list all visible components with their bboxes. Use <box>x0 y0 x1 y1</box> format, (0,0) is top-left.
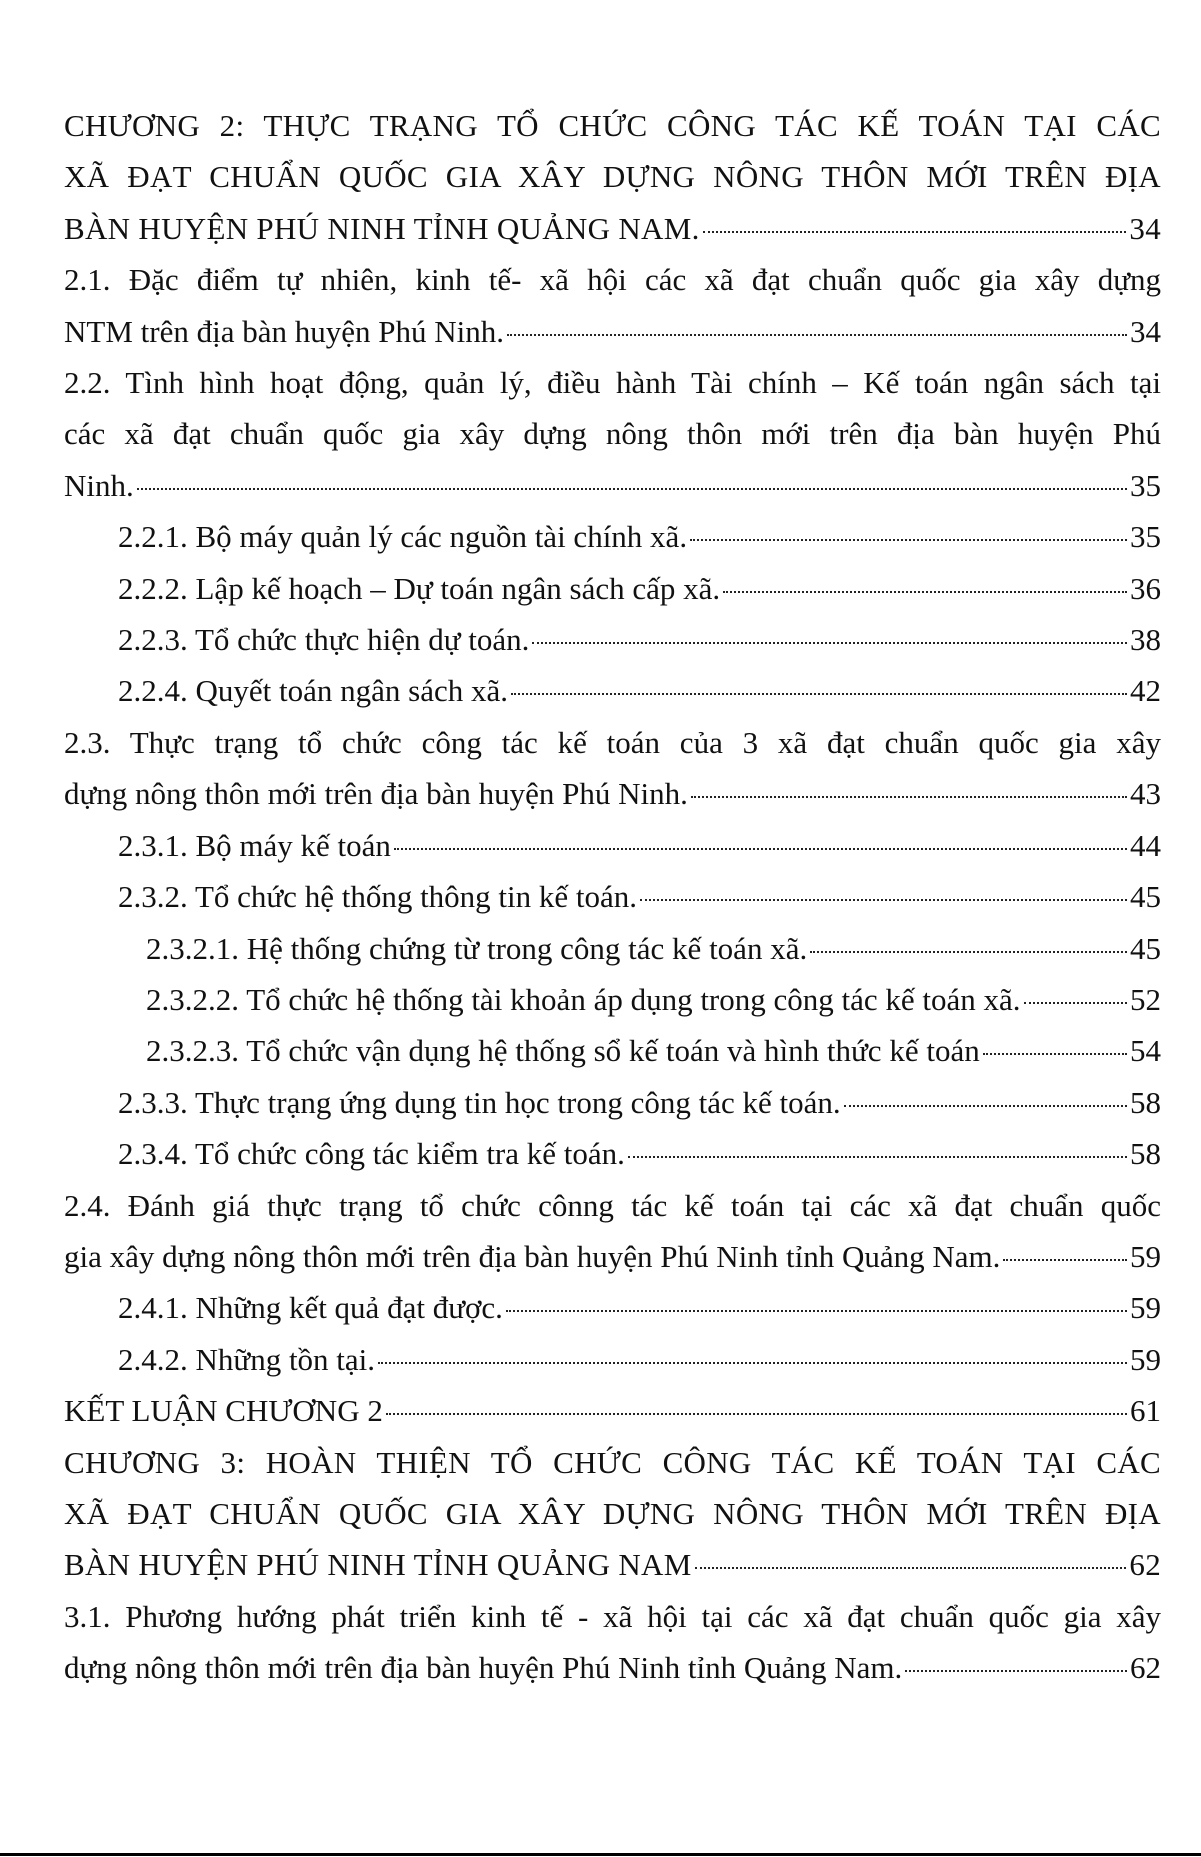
toc-entry-2-4-2[interactable] <box>64 1334 1161 1385</box>
toc-entry-2-2-4[interactable] <box>64 665 1161 716</box>
dot-leader <box>386 1413 1127 1415</box>
toc-entry-2-1[interactable] <box>64 254 1161 357</box>
toc-page-number: 61 <box>1130 1393 1161 1429</box>
toc-page-number: 62 <box>1129 1547 1161 1583</box>
toc-entry-2-3-4[interactable] <box>64 1128 1161 1179</box>
toc-entry-last-line <box>64 203 1161 254</box>
toc-entry-last-line <box>118 1077 1161 1128</box>
dot-leader <box>690 539 1127 541</box>
toc-entry-text: NTM trên địa bàn huyện Phú Ninh. <box>64 313 504 349</box>
toc-entry-2-3-2[interactable] <box>64 871 1161 922</box>
toc-page-number: 34 <box>1130 313 1161 349</box>
toc-entry-text: 2.2.1. Bộ máy quản lý các nguồn tài chính xã. <box>118 519 688 555</box>
toc-entry-text: Ninh. <box>64 467 134 503</box>
toc-entry-text: 2.2.4. Quyết toán ngân sách xã. <box>118 673 508 709</box>
toc-entry-last-line <box>118 1128 1161 1179</box>
dot-leader <box>378 1362 1127 1364</box>
toc-page-number: 62 <box>1130 1650 1161 1686</box>
toc-entry-last-line <box>118 665 1161 716</box>
toc-page-number: 34 <box>1129 210 1161 246</box>
toc-page-number: 42 <box>1130 673 1161 709</box>
dot-leader <box>1003 1259 1127 1261</box>
toc-entry-text: gia xây dựng nông thôn mới trên địa bàn huyện Phú Ninh tỉnh Quảng Nam. <box>64 1238 1001 1274</box>
toc-entry-last-line <box>118 1282 1161 1333</box>
toc-entry-text: BÀN HUYỆN PHÚ NINH TỈNH QUẢNG NAM. <box>64 210 700 246</box>
toc-page-number: 43 <box>1130 776 1161 812</box>
toc-entry-2-2-2[interactable] <box>64 563 1161 614</box>
toc-entry-text: dựng nông thôn mới trên địa bàn huyện Phú Ninh. <box>64 776 688 812</box>
toc-entry-text: 2.3.1. Bộ máy kế toán <box>118 827 391 863</box>
table-of-contents <box>64 100 1161 1694</box>
toc-entry-line: các xã đạt chuẩn quốc gia xây dựng nông thôn mới trên địa bàn huyện Phú <box>64 416 1161 452</box>
dot-leader <box>695 1567 1127 1569</box>
dot-leader <box>844 1105 1127 1107</box>
toc-entry-line: CHƯƠNG 2: THỰC TRẠNG TỔ CHỨC CÔNG TÁC KẾ TOÁN TẠI CÁC <box>64 108 1161 143</box>
dot-leader <box>137 488 1127 490</box>
dot-leader <box>703 231 1127 233</box>
toc-page-number: 52 <box>1130 981 1161 1017</box>
toc-entry-text: 2.3.2.2. Tổ chức hệ thống tài khoản áp dụng trong công tác kế toán xã. <box>146 981 1021 1017</box>
toc-entry-2-3[interactable] <box>64 717 1161 820</box>
toc-entry-last-line <box>118 563 1161 614</box>
toc-entry-2-4[interactable] <box>64 1180 1161 1283</box>
toc-entry-line: CHƯƠNG 3: HOÀN THIỆN TỔ CHỨC CÔNG TÁC KẾ TOÁN TẠI CÁC <box>64 1444 1161 1480</box>
toc-entry-line: 2.2. Tình hình hoạt động, quản lý, điều hành Tài chính – Kế toán ngân sách tại <box>64 365 1161 401</box>
toc-entry-last-line <box>64 1539 1161 1590</box>
dot-leader <box>511 693 1127 695</box>
toc-entry-text: 2.2.3. Tổ chức thực hiện dự toán. <box>118 622 530 658</box>
toc-entry-text: 2.3.2. Tổ chức hệ thống thông tin kế toán. <box>118 879 638 915</box>
toc-entry-line: 2.1. Đặc điểm tự nhiên, kinh tế- xã hội các xã đạt chuẩn quốc gia xây dựng <box>64 262 1161 298</box>
toc-entry-last-line <box>64 1231 1161 1282</box>
toc-entry-last-line <box>146 923 1161 974</box>
toc-page-number: 45 <box>1130 930 1161 966</box>
toc-page-number: 35 <box>1130 519 1161 555</box>
toc-page-number: 45 <box>1130 879 1161 915</box>
dot-leader <box>628 1156 1127 1158</box>
dot-leader <box>810 951 1127 953</box>
toc-page-number: 38 <box>1130 622 1161 658</box>
toc-entry-text: 2.3.2.1. Hệ thống chứng từ trong công tác kế toán xã. <box>146 930 808 966</box>
dot-leader <box>394 848 1127 850</box>
toc-page-number: 58 <box>1130 1136 1161 1172</box>
toc-entry-last-line <box>64 1385 1161 1436</box>
toc-entry-last-line <box>118 1334 1161 1385</box>
toc-entry-last-line <box>64 1642 1161 1693</box>
page-bottom-edge <box>0 1853 1201 1856</box>
toc-entry-last-line <box>118 511 1161 562</box>
toc-entry-last-line <box>118 871 1161 922</box>
toc-entry-2-3-1[interactable] <box>64 820 1161 871</box>
toc-entry-last-line <box>146 1025 1161 1076</box>
toc-page-number: 58 <box>1130 1084 1161 1120</box>
toc-entry-last-line <box>64 460 1161 511</box>
dot-leader <box>532 642 1127 644</box>
toc-entry-last-line <box>118 820 1161 871</box>
toc-entry-text: 2.4.1. Những kết quả đạt được. <box>118 1290 503 1326</box>
dot-leader <box>723 591 1127 593</box>
toc-entry-2-3-2-1[interactable] <box>64 923 1161 974</box>
toc-page-number: 59 <box>1130 1290 1161 1326</box>
toc-page-number: 35 <box>1130 467 1161 503</box>
toc-entry-line: XÃ ĐẠT CHUẨN QUỐC GIA XÂY DỰNG NÔNG THÔN MỚI TRÊN ĐỊA <box>64 1495 1161 1531</box>
toc-entry-chapter-2[interactable] <box>64 100 1161 254</box>
dot-leader <box>905 1670 1127 1672</box>
toc-entry-2-2-1[interactable] <box>64 511 1161 562</box>
toc-entry-last-line <box>118 614 1161 665</box>
toc-entry-2-4-1[interactable] <box>64 1282 1161 1333</box>
toc-entry-text: dựng nông thôn mới trên địa bàn huyện Phú Ninh tỉnh Quảng Nam. <box>64 1650 903 1686</box>
toc-entry-text: 2.3.3. Thực trạng ứng dụng tin học trong công tác kế toán. <box>118 1084 841 1120</box>
dot-leader <box>507 334 1127 336</box>
toc-entry-text: BÀN HUYỆN PHÚ NINH TỈNH QUẢNG NAM <box>64 1547 692 1583</box>
toc-entry-last-line <box>64 768 1161 819</box>
toc-entry-line: 3.1. Phương hướng phát triển kinh tế - xã hội tại các xã đạt chuẩn quốc gia xây <box>64 1598 1161 1634</box>
toc-entry-chapter-3[interactable] <box>64 1437 1161 1591</box>
toc-page-number: 59 <box>1130 1341 1161 1377</box>
dot-leader <box>983 1053 1127 1055</box>
toc-entry-text: 2.2.2. Lập kế hoạch – Dự toán ngân sách cấp xã. <box>118 570 721 606</box>
toc-page-number: 54 <box>1130 1033 1161 1069</box>
toc-entry-text: 2.3.4. Tổ chức công tác kiểm tra kế toán. <box>118 1136 625 1172</box>
toc-entry-2-3-2-3[interactable] <box>64 1025 1161 1076</box>
toc-page-number: 36 <box>1130 570 1161 606</box>
toc-page-number: 59 <box>1130 1238 1161 1274</box>
toc-entry-2-2[interactable] <box>64 357 1161 511</box>
toc-entry-last-line <box>64 306 1161 357</box>
toc-entry-line: 2.4. Đánh giá thực trạng tổ chức cônng tác kế toán tại các xã đạt chuẩn quốc <box>64 1187 1161 1223</box>
toc-entry-line: 2.3. Thực trạng tổ chức công tác kế toán của 3 xã đạt chuẩn quốc gia xây <box>64 724 1161 760</box>
toc-entry-3-1[interactable] <box>64 1591 1161 1694</box>
toc-entry-text: KẾT LUẬN CHƯƠNG 2 <box>64 1393 383 1429</box>
toc-entry-text: 2.4.2. Những tồn tại. <box>118 1341 376 1377</box>
toc-entry-text: 2.3.2.3. Tổ chức vận dụng hệ thống sổ kế toán và hình thức kế toán <box>146 1033 980 1069</box>
toc-page-number: 44 <box>1130 827 1161 863</box>
toc-entry-2-2-3[interactable] <box>64 614 1161 665</box>
dot-leader <box>506 1310 1127 1312</box>
toc-entry-line: XÃ ĐẠT CHUẨN QUỐC GIA XÂY DỰNG NÔNG THÔN MỚI TRÊN ĐỊA <box>64 159 1161 195</box>
toc-entry-last-line <box>146 974 1161 1025</box>
dot-leader <box>691 796 1127 798</box>
toc-entry-2-3-3[interactable] <box>64 1077 1161 1128</box>
dot-leader <box>640 899 1127 901</box>
dot-leader <box>1024 1002 1127 1004</box>
toc-entry-chapter-2-conclusion[interactable] <box>64 1385 1161 1436</box>
toc-entry-2-3-2-2[interactable] <box>64 974 1161 1025</box>
